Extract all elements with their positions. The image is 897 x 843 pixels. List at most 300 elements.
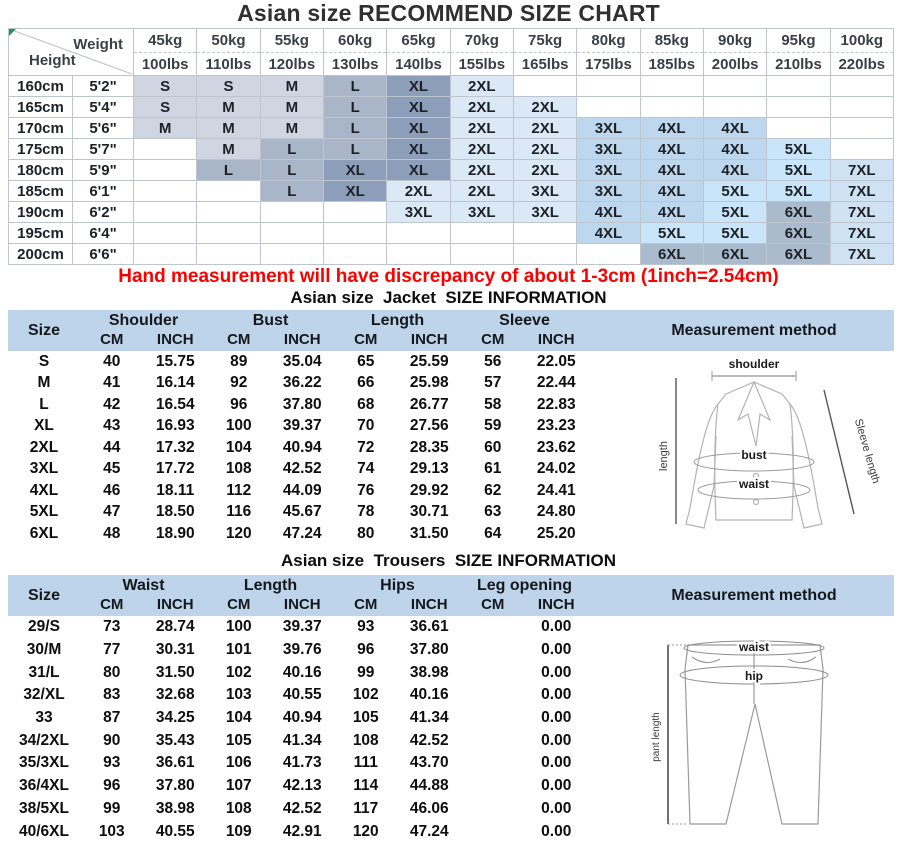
measurement-value-cell: 25.59	[409, 352, 449, 370]
recommended-size-cell: L	[197, 160, 260, 181]
jacket-diagram-label-shoulder: shoulder	[728, 357, 780, 371]
measurement-value-cell: 18.11	[156, 481, 195, 499]
measurement-value-cell: 25.20	[536, 524, 576, 542]
recommended-size-cell: 2XL	[513, 160, 576, 181]
recommended-size-cell: 2XL	[450, 181, 513, 202]
measurement-value-cell	[461, 820, 525, 843]
height-row	[9, 160, 894, 181]
measurement-value-cell: 22.83	[536, 395, 576, 413]
height-row	[9, 76, 894, 97]
size-label-cell: 29/S	[28, 618, 60, 636]
height-ft-cell: 5'6"	[73, 118, 134, 139]
weight-lbs-header: 220lbs	[830, 53, 893, 76]
recommended-size-cell: 3XL	[577, 181, 640, 202]
unit-inch-header: INCH	[283, 331, 321, 348]
measurement-value-cell: 16.93	[155, 417, 195, 435]
measurement-value-cell: 99	[357, 663, 375, 681]
measurement-value-cell: 42.52	[282, 799, 322, 817]
recommended-size-cell: 2XL	[450, 139, 513, 160]
recommended-size-cell: 3XL	[387, 202, 450, 223]
recommended-size-cell: L	[260, 181, 323, 202]
measurement-value-cell: 117	[353, 799, 379, 817]
measurement-value-cell: 0.00	[541, 754, 572, 772]
measurement-value-cell: 41.34	[282, 731, 322, 749]
recommended-size-cell: M	[260, 118, 323, 139]
measurement-value-cell: 99	[103, 799, 121, 817]
column-group-sleeve	[461, 310, 588, 351]
group-units	[80, 596, 207, 613]
weight-kg-header: 45kg	[134, 29, 197, 53]
recommended-size-cell	[323, 244, 386, 265]
recommended-size-cell	[767, 118, 830, 139]
size-label-cell: XL	[34, 417, 54, 435]
weight-label: Weight	[73, 36, 123, 53]
recommended-size-cell: 5XL	[703, 223, 766, 244]
height-cm-cell: 170cm	[9, 118, 73, 139]
measurement-value-cell: 104	[225, 438, 252, 456]
recommended-size-cell: 2XL	[513, 118, 576, 139]
jacket-size-row	[8, 351, 588, 373]
trousers-table-header	[8, 575, 894, 616]
measurement-value-cell: 116	[226, 503, 252, 521]
measurement-value-cell: 0.00	[541, 822, 572, 840]
trousers-size-table	[8, 575, 894, 843]
trousers-size-row	[8, 684, 588, 707]
height-cm-cell: 195cm	[9, 223, 73, 244]
recommended-size-cell: 7XL	[830, 160, 893, 181]
measurement-value-cell: 46	[103, 481, 121, 499]
trousers-size-column-header: Size	[27, 586, 60, 604]
measurement-value-cell: 106	[225, 754, 252, 772]
recommended-size-cell	[260, 244, 323, 265]
height-row	[9, 97, 894, 118]
trousers-size-row	[8, 729, 588, 752]
height-cm-cell: 185cm	[9, 181, 73, 202]
measurement-value-cell	[461, 684, 525, 707]
size-label-cell: 30/M	[26, 641, 62, 659]
measurement-value-cell: 83	[103, 686, 121, 704]
recommended-size-cell: 7XL	[830, 202, 893, 223]
group-title: Shoulder	[108, 312, 179, 329]
measurement-value-cell: 105	[352, 709, 379, 727]
recommended-size-cell: XL	[323, 160, 386, 181]
measurement-value-cell	[461, 752, 525, 775]
measurement-value-cell: 22.44	[536, 374, 576, 392]
measurement-value-cell: 80	[103, 663, 121, 681]
measurement-value-cell: 102	[225, 663, 252, 681]
recommended-size-cell: XL	[387, 76, 450, 97]
measurement-value-cell: 45.67	[282, 503, 322, 521]
height-row	[9, 139, 894, 160]
recommended-size-cell: S	[134, 97, 197, 118]
unit-cm-header: CM	[481, 331, 505, 348]
recommended-size-cell	[830, 97, 893, 118]
measurement-value-cell: 105	[225, 731, 252, 749]
weight-kg-header: 60kg	[323, 29, 386, 53]
measurement-value-cell: 41	[103, 374, 121, 392]
column-group-waist	[80, 575, 207, 616]
recommended-size-cell	[387, 223, 450, 244]
measurement-value-cell: 18.50	[155, 503, 195, 521]
measurement-value-cell: 40.55	[155, 822, 195, 840]
unit-cm-header: CM	[100, 596, 124, 613]
sleeve-measure-line	[824, 390, 854, 514]
recommended-size-cell: 4XL	[703, 160, 766, 181]
weight-kg-header: 100kg	[830, 29, 893, 53]
measurement-value-cell: 93	[357, 618, 375, 636]
measurement-value-cell: 107	[225, 777, 252, 795]
jacket-size-row	[8, 523, 588, 545]
jacket-table-header	[8, 310, 894, 351]
size-label-cell: M	[37, 374, 51, 392]
recommended-size-cell: 6XL	[703, 244, 766, 265]
measurement-value-cell: 29.13	[409, 460, 449, 478]
measurement-value-cell: 40.55	[282, 686, 322, 704]
measurement-value-cell: 89	[230, 352, 248, 370]
trousers-size-row	[8, 752, 588, 775]
measurement-value-cell	[461, 616, 525, 639]
measurement-value-cell: 0.00	[541, 709, 572, 727]
group-title: Sleeve	[499, 312, 550, 329]
measurement-value-cell: 36.22	[282, 374, 322, 392]
recommended-size-cell: M	[260, 76, 323, 97]
measurement-value-cell: 0.00	[541, 686, 572, 704]
column-group-hips	[334, 575, 461, 616]
measurement-value-cell: 35.04	[282, 352, 322, 370]
measurement-value-cell: 42.91	[282, 822, 322, 840]
measurement-value-cell: 28.35	[409, 438, 449, 456]
page-title: Asian size RECOMMEND SIZE CHART	[237, 0, 660, 26]
trousers-table-body	[8, 616, 588, 843]
measurement-value-cell: 96	[357, 641, 375, 659]
recommended-size-cell	[767, 97, 830, 118]
recommended-size-cell: 6XL	[640, 244, 703, 265]
recommended-size-cell: 5XL	[767, 139, 830, 160]
measurement-value-cell: 42.52	[282, 460, 322, 478]
measurement-value-cell: 39.76	[282, 641, 322, 659]
measurement-value-cell: 37.80	[155, 777, 195, 795]
measurement-value-cell: 0.00	[541, 641, 572, 659]
unit-cm-header: CM	[227, 331, 251, 348]
measurement-value-cell: 17.72	[155, 460, 195, 478]
measurement-value-cell: 42	[103, 395, 121, 413]
measurement-value-cell: 108	[225, 460, 252, 478]
measurement-value-cell: 104	[225, 709, 252, 727]
recommended-size-cell: XL	[387, 97, 450, 118]
measurement-value-cell: 100	[225, 618, 252, 636]
measurement-value-cell: 120	[352, 822, 379, 840]
group-title: Bust	[252, 312, 289, 329]
measurement-value-cell: 92	[230, 374, 248, 392]
measurement-value-cell: 0.00	[541, 618, 572, 636]
recommended-size-cell	[323, 223, 386, 244]
jacket-size-row	[8, 416, 588, 438]
measurement-value-cell: 39.37	[282, 417, 322, 435]
measurement-value-cell: 30.31	[155, 641, 195, 659]
weight-lbs-header: 155lbs	[450, 53, 513, 76]
measurement-value-cell: 44.88	[409, 777, 449, 795]
trousers-diagram-label-waist: waist	[738, 640, 770, 654]
measurement-value-cell: 66	[357, 374, 375, 392]
recommended-size-cell	[513, 76, 576, 97]
recommended-size-cell: 5XL	[767, 181, 830, 202]
height-row	[9, 223, 894, 244]
recommended-size-cell: 5XL	[640, 223, 703, 244]
measurement-value-cell: 40.94	[282, 709, 322, 727]
recommended-size-cell: 6XL	[767, 202, 830, 223]
weight-lbs-header: 130lbs	[323, 53, 386, 76]
height-label: Height	[29, 52, 76, 69]
recommended-size-cell: S	[197, 76, 260, 97]
measurement-value-cell: 35.43	[155, 731, 195, 749]
jacket-measurement-diagram	[626, 356, 892, 553]
group-units	[461, 331, 588, 348]
measurement-value-cell: 45	[103, 460, 121, 478]
height-row	[9, 202, 894, 223]
measurement-value-cell: 58	[484, 395, 502, 413]
recommended-size-cell	[134, 244, 197, 265]
height-ft-cell: 6'6"	[73, 244, 134, 265]
group-units	[80, 331, 207, 348]
jacket-diagram-label-bust: bust	[741, 448, 767, 462]
recommended-size-cell: L	[260, 139, 323, 160]
recommended-size-cell	[197, 244, 260, 265]
group-title: Leg opening	[476, 577, 573, 594]
trousers-diagram-label-hip: hip	[745, 669, 763, 683]
trousers-size-row	[8, 707, 588, 730]
jacket-size-row	[8, 480, 588, 502]
measurement-value-cell: 37.80	[282, 395, 322, 413]
weight-kg-header: 50kg	[197, 29, 260, 53]
measurement-value-cell: 64	[484, 524, 502, 542]
size-label-cell: 36/4XL	[19, 777, 69, 795]
measurement-value-cell: 103	[98, 822, 125, 840]
measurement-value-cell: 43.70	[409, 754, 449, 772]
height-ft-cell: 5'9"	[73, 160, 134, 181]
recommended-size-cell: 7XL	[830, 181, 893, 202]
recommended-size-cell	[387, 244, 450, 265]
recommended-size-cell	[134, 160, 197, 181]
unit-cm-header: CM	[100, 331, 124, 348]
measurement-value-cell: 16.14	[155, 374, 195, 392]
jacket-size-row	[8, 437, 588, 459]
group-title: Hips	[380, 577, 415, 594]
recommended-size-cell: 3XL	[577, 160, 640, 181]
recommended-size-cell: M	[197, 139, 260, 160]
jacket-diagram-label-length: length	[658, 441, 670, 471]
recommended-size-cell: 6XL	[767, 244, 830, 265]
recommended-size-cell: 3XL	[513, 181, 576, 202]
height-ft-cell: 5'2"	[73, 76, 134, 97]
recommended-size-cell: 3XL	[450, 202, 513, 223]
measurement-value-cell: 23.62	[536, 438, 576, 456]
column-group-leg-opening	[461, 575, 588, 616]
measurement-value-cell: 22.05	[536, 352, 576, 370]
recommended-size-cell: M	[134, 118, 197, 139]
weight-kg-header: 90kg	[703, 29, 766, 53]
group-title: Length	[243, 577, 298, 594]
group-title: Waist	[122, 577, 165, 594]
measurement-value-cell: 16.54	[155, 395, 195, 413]
trousers-size-row	[8, 820, 588, 843]
recommended-size-cell	[323, 202, 386, 223]
measurement-value-cell: 46.06	[409, 799, 449, 817]
unit-inch-header: INCH	[410, 596, 448, 613]
measurement-value-cell: 24.02	[536, 460, 576, 478]
recommended-size-cell: 4XL	[577, 223, 640, 244]
recommended-size-cell: 2XL	[450, 76, 513, 97]
measurement-value-cell: 77	[103, 641, 121, 659]
unit-inch-header: INCH	[156, 596, 194, 613]
weight-kg-header: 75kg	[513, 29, 576, 53]
height-row	[9, 181, 894, 202]
recommended-size-cell: 6XL	[767, 223, 830, 244]
recommended-size-cell	[640, 76, 703, 97]
size-label-cell: 4XL	[29, 481, 59, 499]
recommended-size-cell	[703, 76, 766, 97]
measurement-value-cell: 31.50	[155, 663, 195, 681]
measurement-value-cell: 15.75	[155, 352, 195, 370]
measurement-value-cell: 60	[484, 438, 502, 456]
recommended-size-cell: 7XL	[830, 244, 893, 265]
recommended-size-cell: XL	[387, 139, 450, 160]
unit-cm-header: CM	[481, 596, 505, 613]
measurement-value-cell: 18.90	[155, 524, 195, 542]
recommended-size-cell: 4XL	[640, 139, 703, 160]
measurement-value-cell: 36.61	[155, 754, 195, 772]
height-cm-cell: 200cm	[9, 244, 73, 265]
trousers-size-row	[8, 798, 588, 821]
measurement-value-cell: 111	[353, 754, 378, 772]
measurement-value-cell: 47.24	[282, 524, 322, 542]
group-units	[334, 596, 461, 613]
recommended-size-cell: L	[323, 76, 386, 97]
measurement-value-cell: 114	[353, 777, 379, 795]
height-cm-cell: 175cm	[9, 139, 73, 160]
recommended-size-cell: 3XL	[513, 202, 576, 223]
recommended-size-cell: L	[260, 160, 323, 181]
measurement-value-cell: 17.32	[155, 438, 195, 456]
recommended-size-cell: S	[134, 76, 197, 97]
weight-lbs-header: 165lbs	[513, 53, 576, 76]
recommended-size-cell	[830, 76, 893, 97]
trousers-measurement-method-header: Measurement method	[671, 586, 837, 604]
size-label-cell: 5XL	[29, 503, 59, 521]
height-cm-cell: 190cm	[9, 202, 73, 223]
recommended-size-cell: 2XL	[513, 139, 576, 160]
recommended-size-cell	[577, 97, 640, 118]
jacket-section-title: Asian size Jacket SIZE INFORMATION	[290, 288, 607, 307]
measurement-value-cell: 37.80	[409, 641, 449, 659]
recommended-size-cell: 2XL	[450, 97, 513, 118]
weight-lbs-header: 175lbs	[577, 53, 640, 76]
measurement-value-cell: 27.56	[409, 417, 449, 435]
measurement-value-cell	[461, 775, 525, 798]
recommended-size-cell: 4XL	[703, 118, 766, 139]
measurement-value-cell: 41.34	[409, 709, 449, 727]
trousers-size-row	[8, 775, 588, 798]
measurement-value-cell: 78	[357, 503, 375, 521]
measurement-value-cell: 120	[225, 524, 252, 542]
column-group-shoulder	[80, 310, 207, 351]
measurement-value-cell: 109	[225, 822, 252, 840]
weight-lbs-header: 120lbs	[260, 53, 323, 76]
recommend-size-table	[8, 28, 894, 265]
measurement-value-cell: 0.00	[541, 799, 572, 817]
measurement-value-cell: 76	[357, 481, 375, 499]
recommended-size-cell: 4XL	[703, 139, 766, 160]
recommended-size-cell	[260, 202, 323, 223]
recommended-size-cell: 3XL	[577, 139, 640, 160]
recommended-size-cell: XL	[387, 160, 450, 181]
trousers-size-row	[8, 616, 588, 639]
trousers-diagram-label-pant-length: pant length	[651, 712, 662, 762]
weight-lbs-header: 210lbs	[767, 53, 830, 76]
unit-cm-header: CM	[354, 331, 378, 348]
measurement-value-cell: 62	[484, 481, 502, 499]
measurement-value-cell: 23.23	[536, 417, 576, 435]
measurement-value-cell: 47	[103, 503, 121, 521]
measurement-value-cell: 61	[484, 460, 502, 478]
measurement-value-cell: 40.16	[282, 663, 322, 681]
height-ft-cell: 6'2"	[73, 202, 134, 223]
unit-inch-header: INCH	[537, 596, 575, 613]
measurement-value-cell: 43	[103, 417, 121, 435]
recommended-size-cell: 5XL	[703, 202, 766, 223]
recommended-size-cell	[260, 223, 323, 244]
jacket-measurement-method-header: Measurement method	[671, 321, 837, 339]
measurement-value-cell: 100	[225, 417, 252, 435]
size-label-cell: 2XL	[29, 438, 59, 456]
recommended-size-cell: L	[323, 139, 386, 160]
measurement-value-cell: 80	[357, 524, 375, 542]
trousers-size-row	[8, 639, 588, 662]
measurement-value-cell: 73	[103, 618, 121, 636]
measurement-value-cell: 30.71	[409, 503, 449, 521]
measurement-value-cell: 0.00	[541, 731, 572, 749]
measurement-value-cell: 0.00	[541, 663, 572, 681]
recommended-size-cell	[830, 139, 893, 160]
size-label-cell: 38/5XL	[19, 799, 69, 817]
measurement-value-cell: 38.98	[155, 799, 195, 817]
trousers-size-row	[8, 661, 588, 684]
recommended-size-cell	[134, 181, 197, 202]
measurement-value-cell: 0.00	[541, 777, 572, 795]
recommended-size-cell: 2XL	[450, 118, 513, 139]
measurement-value-cell: 103	[225, 686, 252, 704]
unit-cm-header: CM	[354, 596, 378, 613]
measurement-value-cell: 39.37	[282, 618, 322, 636]
measurement-value-cell: 102	[352, 686, 379, 704]
measurement-value-cell	[461, 729, 525, 752]
weight-lbs-header: 200lbs	[703, 53, 766, 76]
recommended-size-cell: 5XL	[767, 160, 830, 181]
measurement-value-cell: 44.09	[282, 481, 322, 499]
measurement-value-cell: 90	[103, 731, 121, 749]
measurement-value-cell: 47.24	[409, 822, 449, 840]
measurement-value-cell: 38.98	[409, 663, 449, 681]
group-units	[334, 331, 461, 348]
measurement-value-cell: 68	[357, 395, 375, 413]
recommended-size-cell: XL	[387, 118, 450, 139]
recommended-size-cell: 4XL	[640, 160, 703, 181]
size-label-cell: L	[39, 395, 49, 413]
height-row	[9, 118, 894, 139]
jacket-size-table	[8, 310, 894, 545]
trousers-measurement-diagram	[626, 619, 892, 843]
measurement-value-cell: 96	[103, 777, 121, 795]
recommended-size-cell	[197, 202, 260, 223]
